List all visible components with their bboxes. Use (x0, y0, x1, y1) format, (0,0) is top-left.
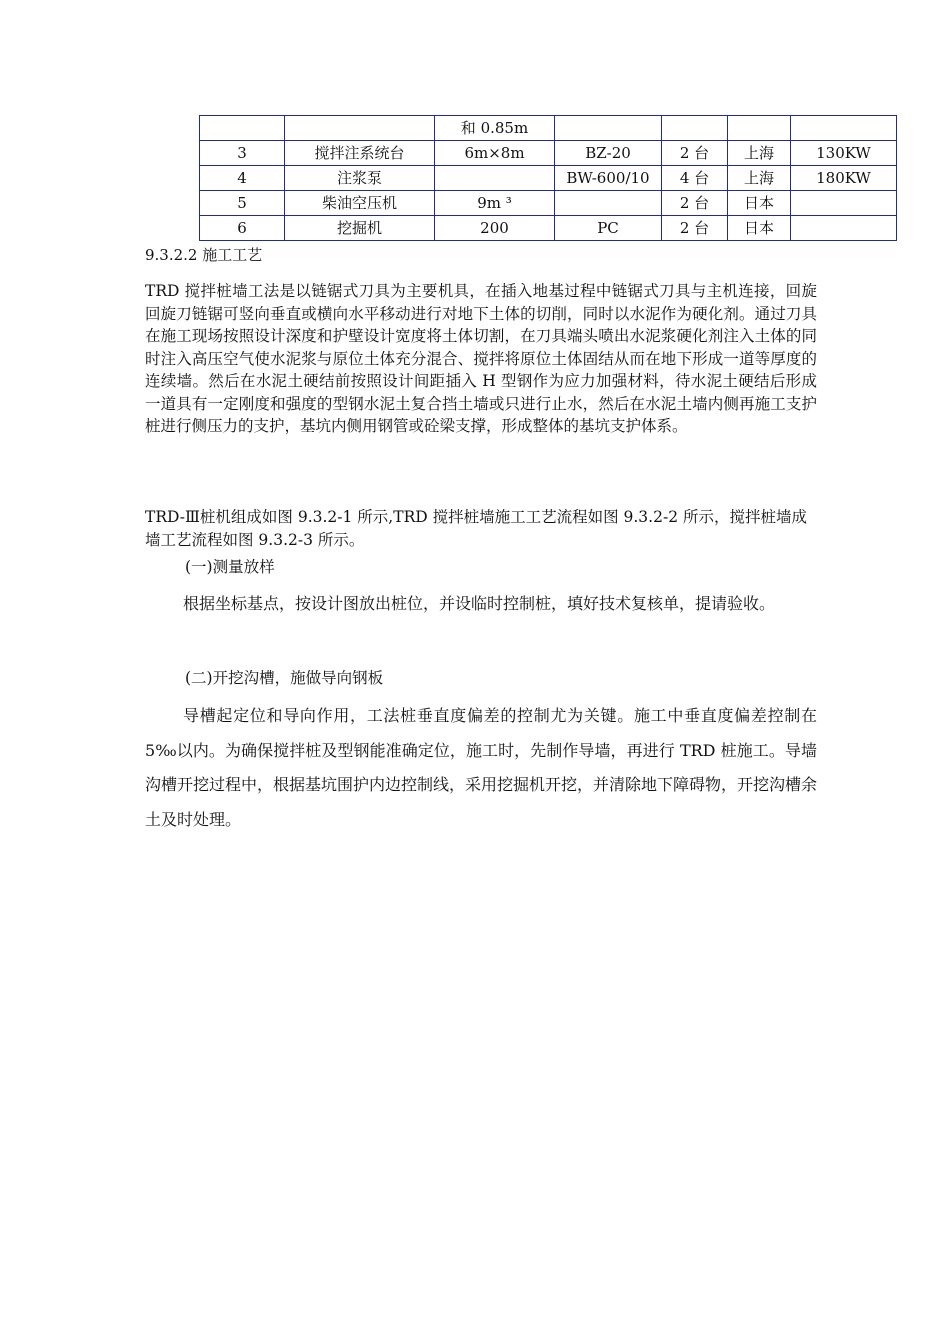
cell-origin: 上海 (728, 166, 791, 191)
table-row (200, 191, 897, 216)
cell-origin: 日本 (728, 191, 791, 216)
cell-origin: 日本 (728, 216, 791, 241)
step2-title: (二)开挖沟槽，施做导向钢板 (185, 669, 384, 687)
cell-no: 6 (200, 216, 285, 241)
cell-name: 搅拌注系统台 (285, 141, 435, 166)
cell-power (791, 116, 897, 141)
step1-body: 根据坐标基点，按设计图放出桩位，并设临时控制桩，填好技术复核单，提请验收。 (183, 594, 776, 613)
cell-power: 130KW (791, 141, 897, 166)
cell-name: 挖掘机 (285, 216, 435, 241)
cell-name: 注浆泵 (285, 166, 435, 191)
table-row (200, 141, 897, 166)
section-heading: 9.3.2.2 施工工艺 (145, 246, 263, 264)
cell-qty: 2 台 (662, 216, 728, 241)
cell-power (791, 191, 897, 216)
step1-title: (一)测量放样 (185, 558, 275, 576)
cell-model: BW-600/10 (555, 166, 662, 191)
table-row (200, 166, 897, 191)
cell-spec: 200 (435, 216, 555, 241)
step2-body: 导槽起定位和导向作用，工法桩垂直度偏差的控制尤为关键。施工中垂直度偏差控制在 5‰以内。为确保搅拌桩及型钢能准确定位，施工时，先制作导墙，再进行 TRD 桩施工。导墙沟槽开挖过程中，根据基坑围护内边控制线，采用挖掘机开挖，并清除地下障碍物，开挖沟槽余土及时处理。 (145, 706, 818, 829)
equipment-table (199, 115, 897, 241)
figure-reference-paragraph: TRD-Ⅲ桩机组成如图 9.3.2-1 所示,TRD 搅拌桩墙施工工艺流程如图 9.3.2-2 所示，搅拌桩墙成墙工艺流程如图 9.3.2-3 所示。 (145, 508, 807, 549)
cell-no: 3 (200, 141, 285, 166)
cell-qty: 4 台 (662, 166, 728, 191)
cell-no: 4 (200, 166, 285, 191)
cell-origin (728, 116, 791, 141)
cell-qty: 2 台 (662, 141, 728, 166)
cell-qty: 2 台 (662, 191, 728, 216)
cell-power (791, 216, 897, 241)
cell-name: 柴油空压机 (285, 191, 435, 216)
table-row (200, 216, 897, 241)
cell-model: PC (555, 216, 662, 241)
cell-power: 180KW (791, 166, 897, 191)
cell-no: 5 (200, 191, 285, 216)
cell-qty (662, 116, 728, 141)
cell-model (555, 191, 662, 216)
cell-model: BZ-20 (555, 141, 662, 166)
cell-model (555, 116, 662, 141)
cell-spec: 6m×8m (435, 141, 555, 166)
cell-no (200, 116, 285, 141)
intro-paragraph: TRD 搅拌桩墙工法是以链锯式刀具为主要机具，在插入地基过程中链锯式刀具与主机连接，回旋回旋刀链锯可竖向垂直或横向水平移动进行对地下土体的切削，同时以水泥作为硬化剂。通过刀具在施工现场按照设计深度和护壁设计宽度将土体切割，在刀具端头喷出水泥浆硬化剂注入土体的同时注入高压空气使水泥浆与原位土体充分混合、搅拌将原位土体固结从而在地下形成一道等厚度的连续墙。然后在水泥土硬结前按照设计间距插入 H 型钢作为应力加强材料，待水泥土硬结后形成一道具有一定刚度和强度的型钢水泥土复合挡土墙或只进行止水，然后在水泥土墙内侧再施工支护桩进行侧压力的支护，基坑内侧用钢管或砼梁支撑，形成整体的基坑支护体系。 (145, 282, 817, 435)
table-row (200, 116, 897, 141)
cell-spec: 和 0.85m (435, 116, 555, 141)
cell-origin: 上海 (728, 141, 791, 166)
cell-name (285, 116, 435, 141)
cell-spec: 9m ³ (435, 191, 555, 216)
cell-spec (435, 166, 555, 191)
